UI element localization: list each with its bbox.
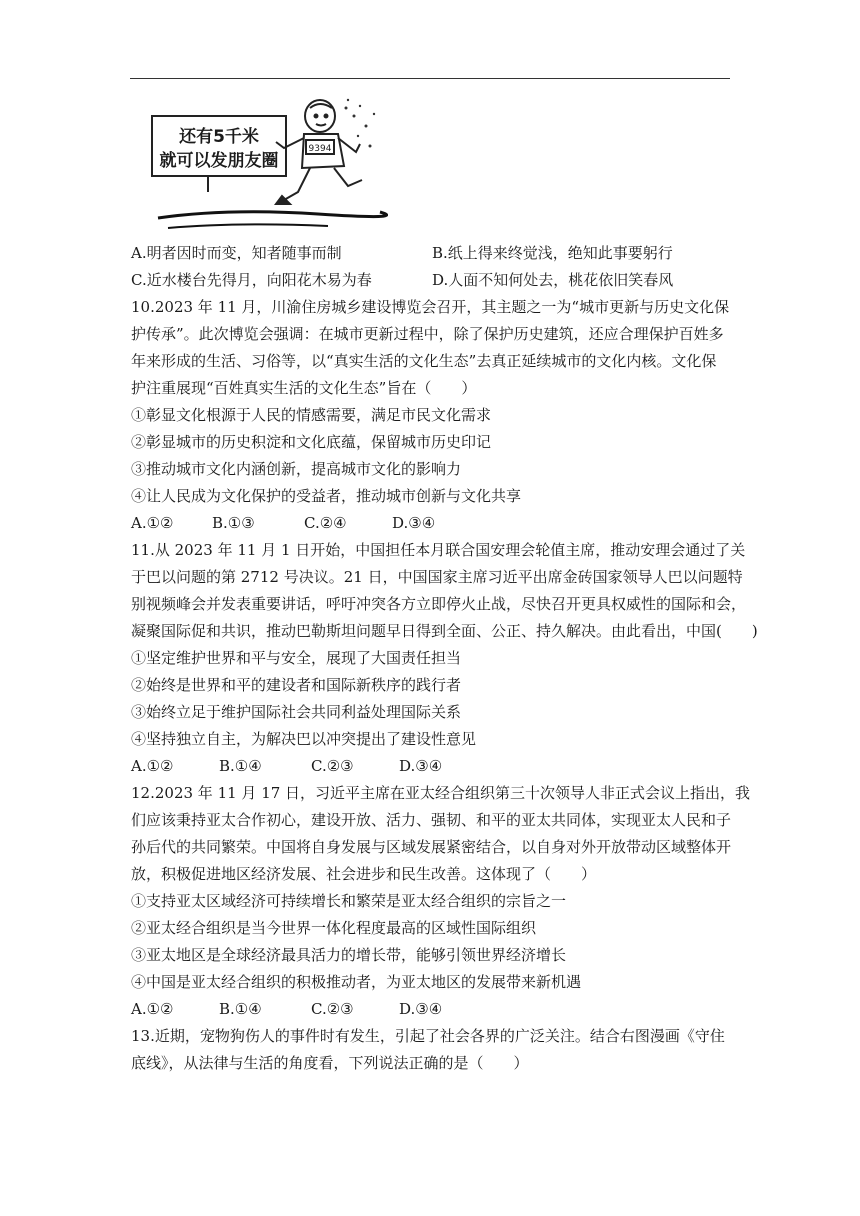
q10-stem-line: 护注重展现“百姓真实生活的文化生态”旨在（ ） bbox=[131, 379, 477, 397]
q11-choice-c: C.②③ bbox=[311, 757, 354, 775]
marathon-cartoon bbox=[148, 96, 388, 236]
q12-item: ③亚太地区是全球经济最具活力的增长带，能够引领世界经济增长 bbox=[131, 946, 567, 964]
q11-choices bbox=[131, 753, 442, 780]
q11-stem-line: 别视频峰会并发表重要讲话，呼吁冲突各方立即停火止战，尽快召开更具权威性的国际和会， bbox=[131, 595, 747, 613]
ground-line bbox=[158, 212, 387, 218]
q10-choices bbox=[131, 510, 435, 537]
q10-choice-a: A.①② bbox=[131, 514, 174, 532]
q12-stem-line: 孙后代的共同繁荣。中国将自身发展与区域发展紧密结合，以自身对外开放带动区域整体开 bbox=[131, 838, 732, 856]
q11-stem-line: 11.从 2023 年 11 月 1 日开始，中国担任本月联合国安理会轮值主席，推动安理会通过了关 bbox=[131, 541, 746, 559]
q11-choice-a: A.①② bbox=[131, 757, 174, 775]
q12-item: ②亚太经合组织是当今世界一体化程度最高的区域性国际组织 bbox=[131, 919, 537, 937]
q10-item: ①彰显文化根源于人民的情感需要，满足市民文化需求 bbox=[131, 406, 492, 424]
q11-stem-line: 于巴以问题的第 2712 号决议。21 日，中国国家主席习近平出席金砖国家领导人巴以问题特 bbox=[131, 568, 743, 586]
q10-item: ②彰显城市的历史积淀和文化底蕴，保留城市历史印记 bbox=[131, 433, 492, 451]
q9-option-a: A.明者因时而变，知者随事而制 bbox=[131, 244, 342, 262]
header-rule bbox=[130, 78, 730, 79]
sweat-drops bbox=[345, 99, 376, 148]
q11-choice-b: B.①④ bbox=[219, 757, 262, 775]
q13-stem-line: 13.近期，宠物狗伤人的事件时有发生，引起了社会各界的广泛关注。结合右图漫画《守住 bbox=[131, 1027, 725, 1045]
q11-stem-line: 凝聚国际促和共识，推动巴勒斯坦问题早日得到全面、公正、持久解决。由此看出，中国( ) bbox=[131, 622, 758, 640]
q10-stem-line: 年来形成的生活、习俗等，以“真实生活的文化生态”去真正延续城市的文化内核。文化保 bbox=[131, 352, 717, 370]
q11-item: ③始终立足于维护国际社会共同利益处理国际关系 bbox=[131, 703, 462, 721]
q12-stem-line: 放，积极促进地区经济发展、社会进步和民生改善。这体现了（ ） bbox=[131, 865, 597, 883]
q10-stem-line: 护传承”。此次博览会强调：在城市更新过程中，除了保护历史建筑，还应合理保护百姓多 bbox=[131, 325, 724, 343]
q10-stem-line: 10.2023 年 11 月，川渝住房城乡建设博览会召开，其主题之一为“城市更新与历史文化保 bbox=[131, 298, 730, 316]
q10-choice-b: B.①③ bbox=[212, 514, 255, 532]
sign-text-1: 还有5千米 bbox=[179, 127, 259, 147]
q10-choice-d: D.③④ bbox=[392, 514, 436, 532]
q12-item: ①支持亚太区域经济可持续增长和繁荣是亚太经合组织的宗旨之一 bbox=[131, 892, 567, 910]
q12-choice-b: B.①④ bbox=[219, 1000, 262, 1018]
q10-item: ③推动城市文化内涵创新，提高城市文化的影响力 bbox=[131, 460, 462, 478]
q12-choice-a: A.①② bbox=[131, 1000, 174, 1018]
q12-choices bbox=[131, 996, 442, 1023]
bib-number: 9394 bbox=[308, 144, 332, 154]
q11-choice-d: D.③④ bbox=[399, 757, 443, 775]
q9-option-c: C.近水楼台先得月，向阳花木易为春 bbox=[131, 271, 372, 289]
q11-item: ②始终是世界和平的建设者和国际新秩序的践行者 bbox=[131, 676, 462, 694]
q12-item: ④中国是亚太经合组织的积极推动者，为亚太地区的发展带来新机遇 bbox=[131, 973, 582, 991]
q9-option-d: D.人面不知何处去，桃花依旧笑春风 bbox=[432, 271, 674, 289]
q12-choice-d: D.③④ bbox=[399, 1000, 443, 1018]
q12-choice-c: C.②③ bbox=[311, 1000, 354, 1018]
q12-stem-line: 们应该秉持亚太合作初心，建设开放、活力、强韧、和平的亚太共同体，实现亚太人民和子 bbox=[131, 811, 732, 829]
runner-figure bbox=[276, 100, 362, 204]
q10-item: ④让人民成为文化保护的受益者，推动城市创新与文化共享 bbox=[131, 487, 522, 505]
q9-option-b: B.纸上得来终觉浅，绝知此事要躬行 bbox=[432, 244, 673, 262]
q11-item: ④坚持独立自主，为解决巴以冲突提出了建设性意见 bbox=[131, 730, 477, 748]
q10-choice-c: C.②④ bbox=[304, 514, 347, 532]
q12-stem-line: 12.2023 年 11 月 17 日，习近平主席在亚太经合组织第三十次领导人非正式会议上指出，我 bbox=[131, 784, 751, 802]
q11-item: ①坚定维护世界和平与安全，展现了大国责任担当 bbox=[131, 649, 462, 667]
sign-text-2: 就可以发朋友圈 bbox=[159, 151, 279, 171]
q13-stem-line: 底线》，从法律与生活的角度看，下列说法正确的是（ ） bbox=[131, 1054, 529, 1072]
